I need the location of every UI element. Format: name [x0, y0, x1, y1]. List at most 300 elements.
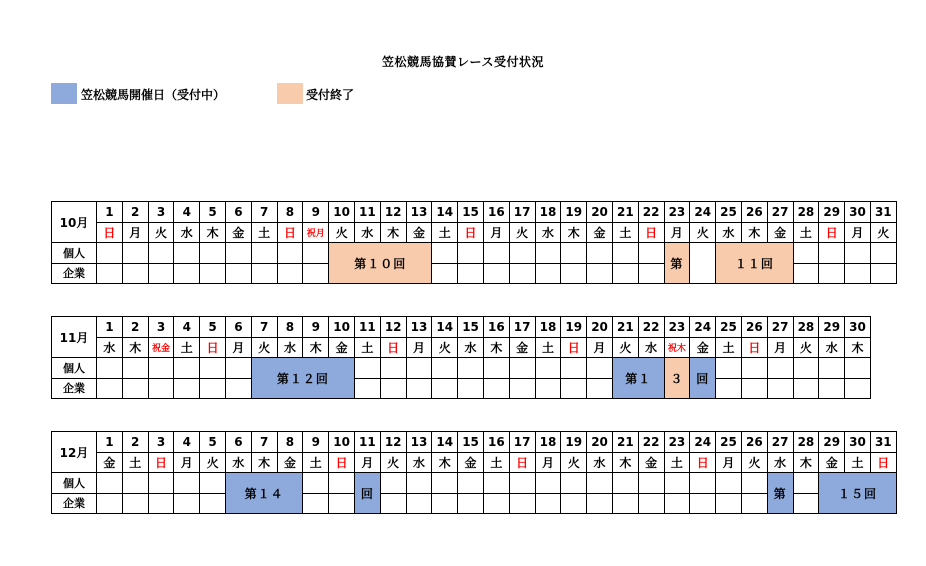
day-number: 30	[845, 317, 871, 338]
weekday: 金	[406, 222, 432, 243]
weekday: 土	[432, 222, 458, 243]
individual-cell	[148, 473, 174, 494]
corporate-cell	[148, 378, 174, 399]
weekday: 祝金	[148, 337, 174, 358]
individual-cell	[458, 358, 484, 379]
individual-cell	[612, 243, 638, 264]
corporate-cell	[587, 378, 613, 399]
weekday: 土	[174, 337, 200, 358]
weekday: 木	[122, 337, 148, 358]
individual-cell	[122, 473, 148, 494]
corporate-cell	[354, 378, 380, 399]
corporate-cell	[535, 493, 561, 514]
individual-cell	[716, 473, 742, 494]
day-number: 21	[612, 432, 638, 453]
day-number: 28	[793, 317, 819, 338]
weekday: 木	[432, 452, 458, 473]
month-label: 12月	[52, 432, 97, 473]
day-number: 31	[870, 202, 896, 223]
weekday: 月	[767, 337, 793, 358]
corporate-cell	[200, 263, 226, 284]
day-number: 18	[535, 317, 561, 338]
weekday: 火	[432, 337, 458, 358]
corporate-cell	[97, 493, 123, 514]
individual-cell	[354, 358, 380, 379]
weekday: 金	[509, 337, 535, 358]
day-number: 13	[406, 202, 432, 223]
day-number: 3	[148, 202, 174, 223]
weekday: 月	[664, 222, 690, 243]
race-block: 回	[690, 358, 716, 399]
individual-cell	[638, 473, 664, 494]
day-number: 23	[664, 202, 690, 223]
weekday: 日	[509, 452, 535, 473]
individual-cell	[251, 243, 277, 264]
legend-label-closed: 受付終了	[306, 88, 355, 102]
weekday: 木	[612, 452, 638, 473]
corporate-cell	[148, 493, 174, 514]
individual-row	[52, 358, 871, 379]
corporate-cell	[122, 378, 148, 399]
individual-cell	[716, 358, 742, 379]
day-number: 18	[535, 432, 561, 453]
day-number: 16	[483, 317, 509, 338]
weekday: 日	[277, 222, 303, 243]
corporate-cell	[97, 263, 123, 284]
individual-cell	[509, 243, 535, 264]
legend-label-open: 笠松競馬開催日（受付中）	[81, 88, 226, 102]
weekday: 日	[380, 337, 406, 358]
day-number: 4	[174, 317, 200, 338]
weekday: 日	[458, 222, 484, 243]
day-number: 21	[612, 317, 638, 338]
individual-cell	[200, 473, 226, 494]
individual-cell	[793, 473, 819, 494]
corporate-cell	[483, 493, 509, 514]
day-number: 11	[354, 317, 380, 338]
weekday: 土	[664, 452, 690, 473]
weekday: 日	[148, 452, 174, 473]
corporate-cell	[432, 378, 458, 399]
month-label: 11月	[52, 317, 97, 358]
individual-cell	[509, 473, 535, 494]
row-label-individual: 個人	[52, 473, 97, 494]
weekday: 金	[329, 337, 355, 358]
individual-cell	[225, 358, 251, 379]
weekday: 火	[509, 222, 535, 243]
individual-cell	[741, 473, 767, 494]
day-number: 26	[741, 432, 767, 453]
weekday-row	[52, 337, 871, 358]
corporate-cell	[612, 493, 638, 514]
day-number: 13	[406, 317, 432, 338]
corporate-cell	[122, 493, 148, 514]
weekday: 日	[638, 222, 664, 243]
weekday: 月	[122, 222, 148, 243]
weekday: 土	[483, 452, 509, 473]
weekday: 祝月	[303, 222, 329, 243]
day-number: 15	[458, 317, 484, 338]
weekday: 土	[122, 452, 148, 473]
corporate-cell	[793, 378, 819, 399]
individual-cell	[535, 243, 561, 264]
weekday: 日	[329, 452, 355, 473]
corporate-cell	[509, 493, 535, 514]
row-label-corporate: 企業	[52, 378, 97, 399]
individual-cell	[303, 243, 329, 264]
day-number: 23	[664, 432, 690, 453]
individual-cell	[122, 243, 148, 264]
weekday: 水	[406, 452, 432, 473]
weekday: 月	[587, 337, 613, 358]
day-number: 5	[200, 317, 226, 338]
day-number: 14	[432, 202, 458, 223]
individual-cell	[638, 243, 664, 264]
individual-cell	[122, 358, 148, 379]
day-number: 5	[200, 432, 226, 453]
day-number: 18	[535, 202, 561, 223]
weekday: 水	[458, 337, 484, 358]
day-number: 7	[251, 432, 277, 453]
day-number: 1	[97, 317, 123, 338]
day-number: 6	[225, 432, 251, 453]
individual-cell	[819, 358, 845, 379]
day-number: 19	[561, 432, 587, 453]
corporate-cell	[200, 378, 226, 399]
individual-cell	[432, 358, 458, 379]
weekday: 水	[535, 222, 561, 243]
weekday: 金	[587, 222, 613, 243]
weekday-row	[52, 222, 897, 243]
weekday: 火	[741, 452, 767, 473]
corporate-cell	[458, 493, 484, 514]
weekday: 水	[174, 222, 200, 243]
individual-row	[52, 473, 897, 494]
weekday: 金	[225, 222, 251, 243]
weekday: 月	[716, 452, 742, 473]
row-label-individual: 個人	[52, 243, 97, 264]
day-number: 24	[690, 317, 716, 338]
corporate-cell	[303, 493, 329, 514]
race-block: １５回	[819, 473, 896, 514]
individual-cell	[483, 358, 509, 379]
weekday: 日	[819, 222, 845, 243]
day-number: 12	[380, 317, 406, 338]
individual-cell	[174, 358, 200, 379]
weekday: 水	[354, 222, 380, 243]
weekday: 水	[638, 337, 664, 358]
day-number: 21	[612, 202, 638, 223]
weekday: 水	[819, 337, 845, 358]
weekday: 月	[406, 337, 432, 358]
day-number: 17	[509, 432, 535, 453]
day-number: 23	[664, 317, 690, 338]
corporate-cell	[535, 378, 561, 399]
race-block	[690, 243, 716, 284]
corporate-cell	[432, 263, 458, 284]
corporate-cell	[638, 263, 664, 284]
day-number-row	[52, 317, 871, 338]
weekday: 水	[225, 452, 251, 473]
individual-cell	[845, 243, 871, 264]
day-number: 16	[483, 432, 509, 453]
day-number: 26	[741, 202, 767, 223]
weekday: 日	[200, 337, 226, 358]
day-number: 10	[329, 202, 355, 223]
corporate-cell	[458, 378, 484, 399]
corporate-cell	[741, 378, 767, 399]
weekday: 木	[483, 337, 509, 358]
day-number: 2	[122, 317, 148, 338]
day-number: 19	[561, 317, 587, 338]
weekday: 土	[716, 337, 742, 358]
individual-cell	[380, 473, 406, 494]
weekday: 金	[97, 452, 123, 473]
race-block: 第	[767, 473, 793, 514]
day-number: 20	[587, 317, 613, 338]
day-number: 12	[380, 432, 406, 453]
weekday: 月	[174, 452, 200, 473]
weekday: 月	[225, 337, 251, 358]
race-block: ３	[664, 358, 690, 399]
individual-cell	[432, 473, 458, 494]
weekday: 土	[535, 337, 561, 358]
weekday: 火	[200, 452, 226, 473]
corporate-cell	[406, 378, 432, 399]
corporate-cell	[225, 378, 251, 399]
race-block: 第	[664, 243, 690, 284]
day-number: 25	[716, 432, 742, 453]
page-title: 笠松競馬協賛レース受付状況	[382, 55, 544, 69]
weekday: 土	[354, 337, 380, 358]
weekday: 土	[845, 452, 871, 473]
day-number: 28	[793, 202, 819, 223]
individual-cell	[845, 358, 871, 379]
weekday: 日	[97, 222, 123, 243]
day-number: 6	[225, 317, 251, 338]
day-number: 29	[819, 432, 845, 453]
individual-cell	[458, 243, 484, 264]
weekday: 火	[561, 452, 587, 473]
weekday: 金	[767, 222, 793, 243]
day-number: 8	[277, 432, 303, 453]
day-number: 4	[174, 432, 200, 453]
corporate-cell	[200, 493, 226, 514]
corporate-cell	[380, 378, 406, 399]
day-number: 26	[741, 317, 767, 338]
day-number: 9	[303, 317, 329, 338]
weekday: 水	[767, 452, 793, 473]
individual-cell	[277, 243, 303, 264]
month-calendar	[51, 201, 897, 284]
weekday: 木	[845, 337, 871, 358]
weekday: 月	[354, 452, 380, 473]
weekday: 水	[716, 222, 742, 243]
individual-cell	[483, 473, 509, 494]
corporate-cell	[535, 263, 561, 284]
day-number: 24	[690, 202, 716, 223]
day-number: 13	[406, 432, 432, 453]
race-block: 第１０回	[329, 243, 432, 284]
weekday: 日	[561, 337, 587, 358]
weekday: 火	[380, 452, 406, 473]
individual-cell	[406, 358, 432, 379]
weekday: 金	[277, 452, 303, 473]
day-number: 7	[251, 317, 277, 338]
weekday: 土	[612, 222, 638, 243]
row-label-corporate: 企業	[52, 263, 97, 284]
weekday: 火	[793, 337, 819, 358]
day-number: 6	[225, 202, 251, 223]
weekday: 木	[251, 452, 277, 473]
weekday: 金	[458, 452, 484, 473]
day-number: 19	[561, 202, 587, 223]
individual-cell	[97, 358, 123, 379]
corporate-cell	[638, 493, 664, 514]
day-number: 10	[329, 432, 355, 453]
weekday: 日	[870, 452, 896, 473]
day-number: 22	[638, 202, 664, 223]
day-number: 17	[509, 317, 535, 338]
weekday: 土	[303, 452, 329, 473]
weekday: 祝木	[664, 337, 690, 358]
individual-cell	[741, 358, 767, 379]
corporate-cell	[432, 493, 458, 514]
day-number: 20	[587, 432, 613, 453]
legend-swatch-open	[51, 83, 77, 104]
corporate-cell	[561, 493, 587, 514]
month-calendar	[51, 431, 897, 514]
corporate-cell	[148, 263, 174, 284]
individual-cell	[406, 473, 432, 494]
corporate-cell	[303, 263, 329, 284]
corporate-cell	[690, 493, 716, 514]
individual-cell	[587, 243, 613, 264]
corporate-cell	[458, 263, 484, 284]
individual-cell	[380, 358, 406, 379]
weekday-row	[52, 452, 897, 473]
corporate-cell	[587, 263, 613, 284]
row-label-corporate: 企業	[52, 493, 97, 514]
weekday: 木	[303, 337, 329, 358]
day-number: 2	[122, 432, 148, 453]
weekday: 月	[483, 222, 509, 243]
weekday: 土	[793, 222, 819, 243]
day-number: 5	[200, 202, 226, 223]
race-block: 第１２回	[251, 358, 354, 399]
individual-row	[52, 243, 897, 264]
weekday: 木	[561, 222, 587, 243]
day-number: 10	[329, 317, 355, 338]
corporate-cell	[251, 263, 277, 284]
day-number: 31	[870, 432, 896, 453]
day-number: 30	[845, 432, 871, 453]
individual-cell	[664, 473, 690, 494]
corporate-cell	[174, 263, 200, 284]
corporate-cell	[380, 493, 406, 514]
weekday: 火	[690, 222, 716, 243]
weekday: 金	[690, 337, 716, 358]
day-number: 25	[716, 202, 742, 223]
individual-cell	[535, 473, 561, 494]
weekday: 火	[870, 222, 896, 243]
day-number: 9	[303, 202, 329, 223]
individual-cell	[793, 243, 819, 264]
corporate-cell	[483, 263, 509, 284]
race-block: 回	[354, 473, 380, 514]
race-block: 第１	[612, 358, 664, 399]
month-label: 10月	[52, 202, 97, 243]
individual-cell	[767, 358, 793, 379]
corporate-cell	[587, 493, 613, 514]
weekday: 水	[587, 452, 613, 473]
weekday: 火	[329, 222, 355, 243]
corporate-cell	[406, 493, 432, 514]
day-number: 8	[277, 317, 303, 338]
individual-cell	[200, 358, 226, 379]
day-number: 14	[432, 317, 458, 338]
individual-cell	[870, 243, 896, 264]
individual-cell	[587, 473, 613, 494]
corporate-cell	[845, 263, 871, 284]
corporate-cell	[277, 263, 303, 284]
race-block: １１回	[716, 243, 793, 284]
day-number: 4	[174, 202, 200, 223]
individual-cell	[561, 243, 587, 264]
day-number: 8	[277, 202, 303, 223]
individual-cell	[561, 473, 587, 494]
month-calendar	[51, 316, 871, 399]
day-number-row	[52, 432, 897, 453]
corporate-cell	[509, 378, 535, 399]
day-number: 24	[690, 432, 716, 453]
weekday: 月	[535, 452, 561, 473]
day-number: 27	[767, 432, 793, 453]
weekday: 木	[741, 222, 767, 243]
individual-cell	[200, 243, 226, 264]
corporate-cell	[716, 378, 742, 399]
corporate-cell	[612, 263, 638, 284]
day-number: 1	[97, 432, 123, 453]
day-number: 15	[458, 202, 484, 223]
corporate-cell	[793, 493, 819, 514]
day-number: 27	[767, 317, 793, 338]
individual-cell	[97, 243, 123, 264]
day-number: 16	[483, 202, 509, 223]
weekday: 木	[200, 222, 226, 243]
weekday: 金	[638, 452, 664, 473]
individual-cell	[225, 243, 251, 264]
day-number: 9	[303, 432, 329, 453]
day-number-row	[52, 202, 897, 223]
individual-cell	[483, 243, 509, 264]
weekday: 水	[97, 337, 123, 358]
day-number: 27	[767, 202, 793, 223]
weekday: 木	[380, 222, 406, 243]
day-number: 2	[122, 202, 148, 223]
individual-cell	[819, 243, 845, 264]
individual-cell	[432, 243, 458, 264]
individual-cell	[690, 473, 716, 494]
day-number: 7	[251, 202, 277, 223]
corporate-cell	[819, 263, 845, 284]
weekday: 火	[148, 222, 174, 243]
individual-cell	[303, 473, 329, 494]
individual-cell	[587, 358, 613, 379]
individual-cell	[509, 358, 535, 379]
individual-cell	[97, 473, 123, 494]
corporate-cell	[97, 378, 123, 399]
